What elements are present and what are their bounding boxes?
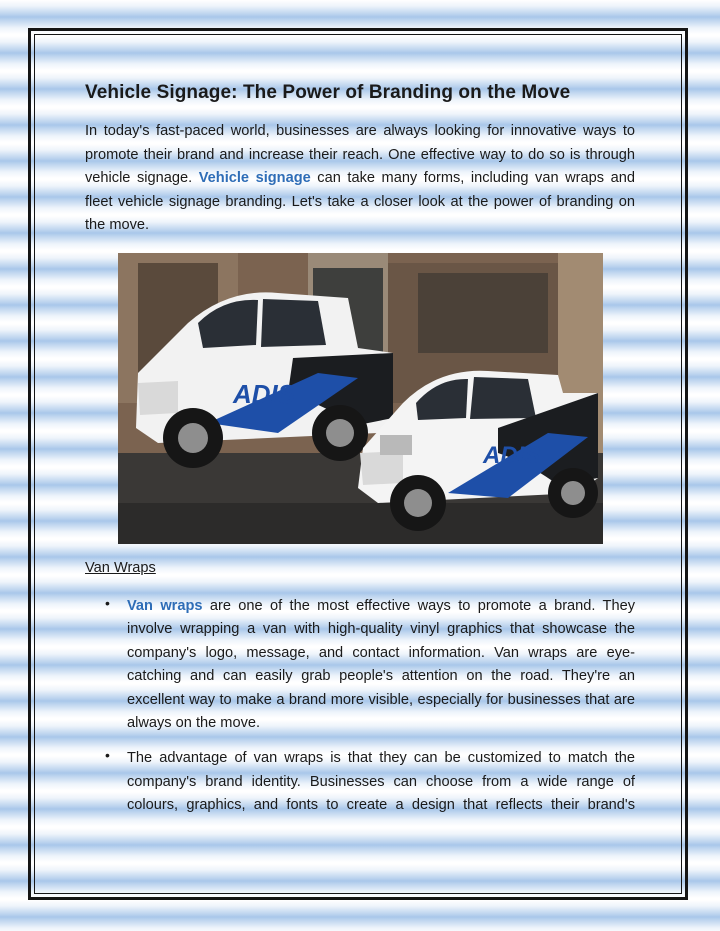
trucks-photo [118, 253, 603, 544]
bullet-text [127, 595, 635, 735]
bullet-icon: • [105, 595, 110, 611]
bullet-icon: • [105, 747, 110, 764]
bullet-1-text: are one of the most effective ways to promote a brand. They involve wrapping a van with high-quality vinyl graphics that showcase the company's logo, message, and contact information. Van wraps are eye-catching and can easily grab people's attention on the road. They're an excellent way to make a brand more visible, especially for businesses that are always on the move. [127, 598, 635, 732]
truck-left-logo: ADIS [233, 379, 296, 409]
intro-paragraph [85, 120, 635, 238]
article-title: Vehicle Signage: The Power of Branding on the Move [85, 82, 571, 103]
van-wraps-list [85, 595, 635, 817]
van-wraps-link[interactable]: Van wraps [127, 598, 203, 614]
list-item [85, 747, 635, 817]
intro-text-start: In today's fast-paced world, businesses are always looking for innovative ways to promote their brand and increase their reach. One effective way to do so is through vehicle signage. [85, 123, 635, 187]
bullet-2-text: The advantage of van wraps is that they can be customized to match the company's brand identity. Businesses can choose from a wide range of colours, graphics, and fonts to create a design that reflects their brand's [127, 750, 635, 814]
truck-right-logo: ADIS [483, 442, 541, 469]
intro-text-end: can take many forms, including van wraps and fleet vehicle signage branding. Let's take a closer look at the power of branding on the move. [85, 170, 635, 234]
van-wraps-heading: Van Wraps [85, 560, 156, 576]
article [85, 82, 635, 238]
list-item [85, 595, 635, 735]
van-wraps-section [85, 560, 635, 817]
vehicle-signage-link[interactable]: Vehicle signage [198, 170, 311, 187]
